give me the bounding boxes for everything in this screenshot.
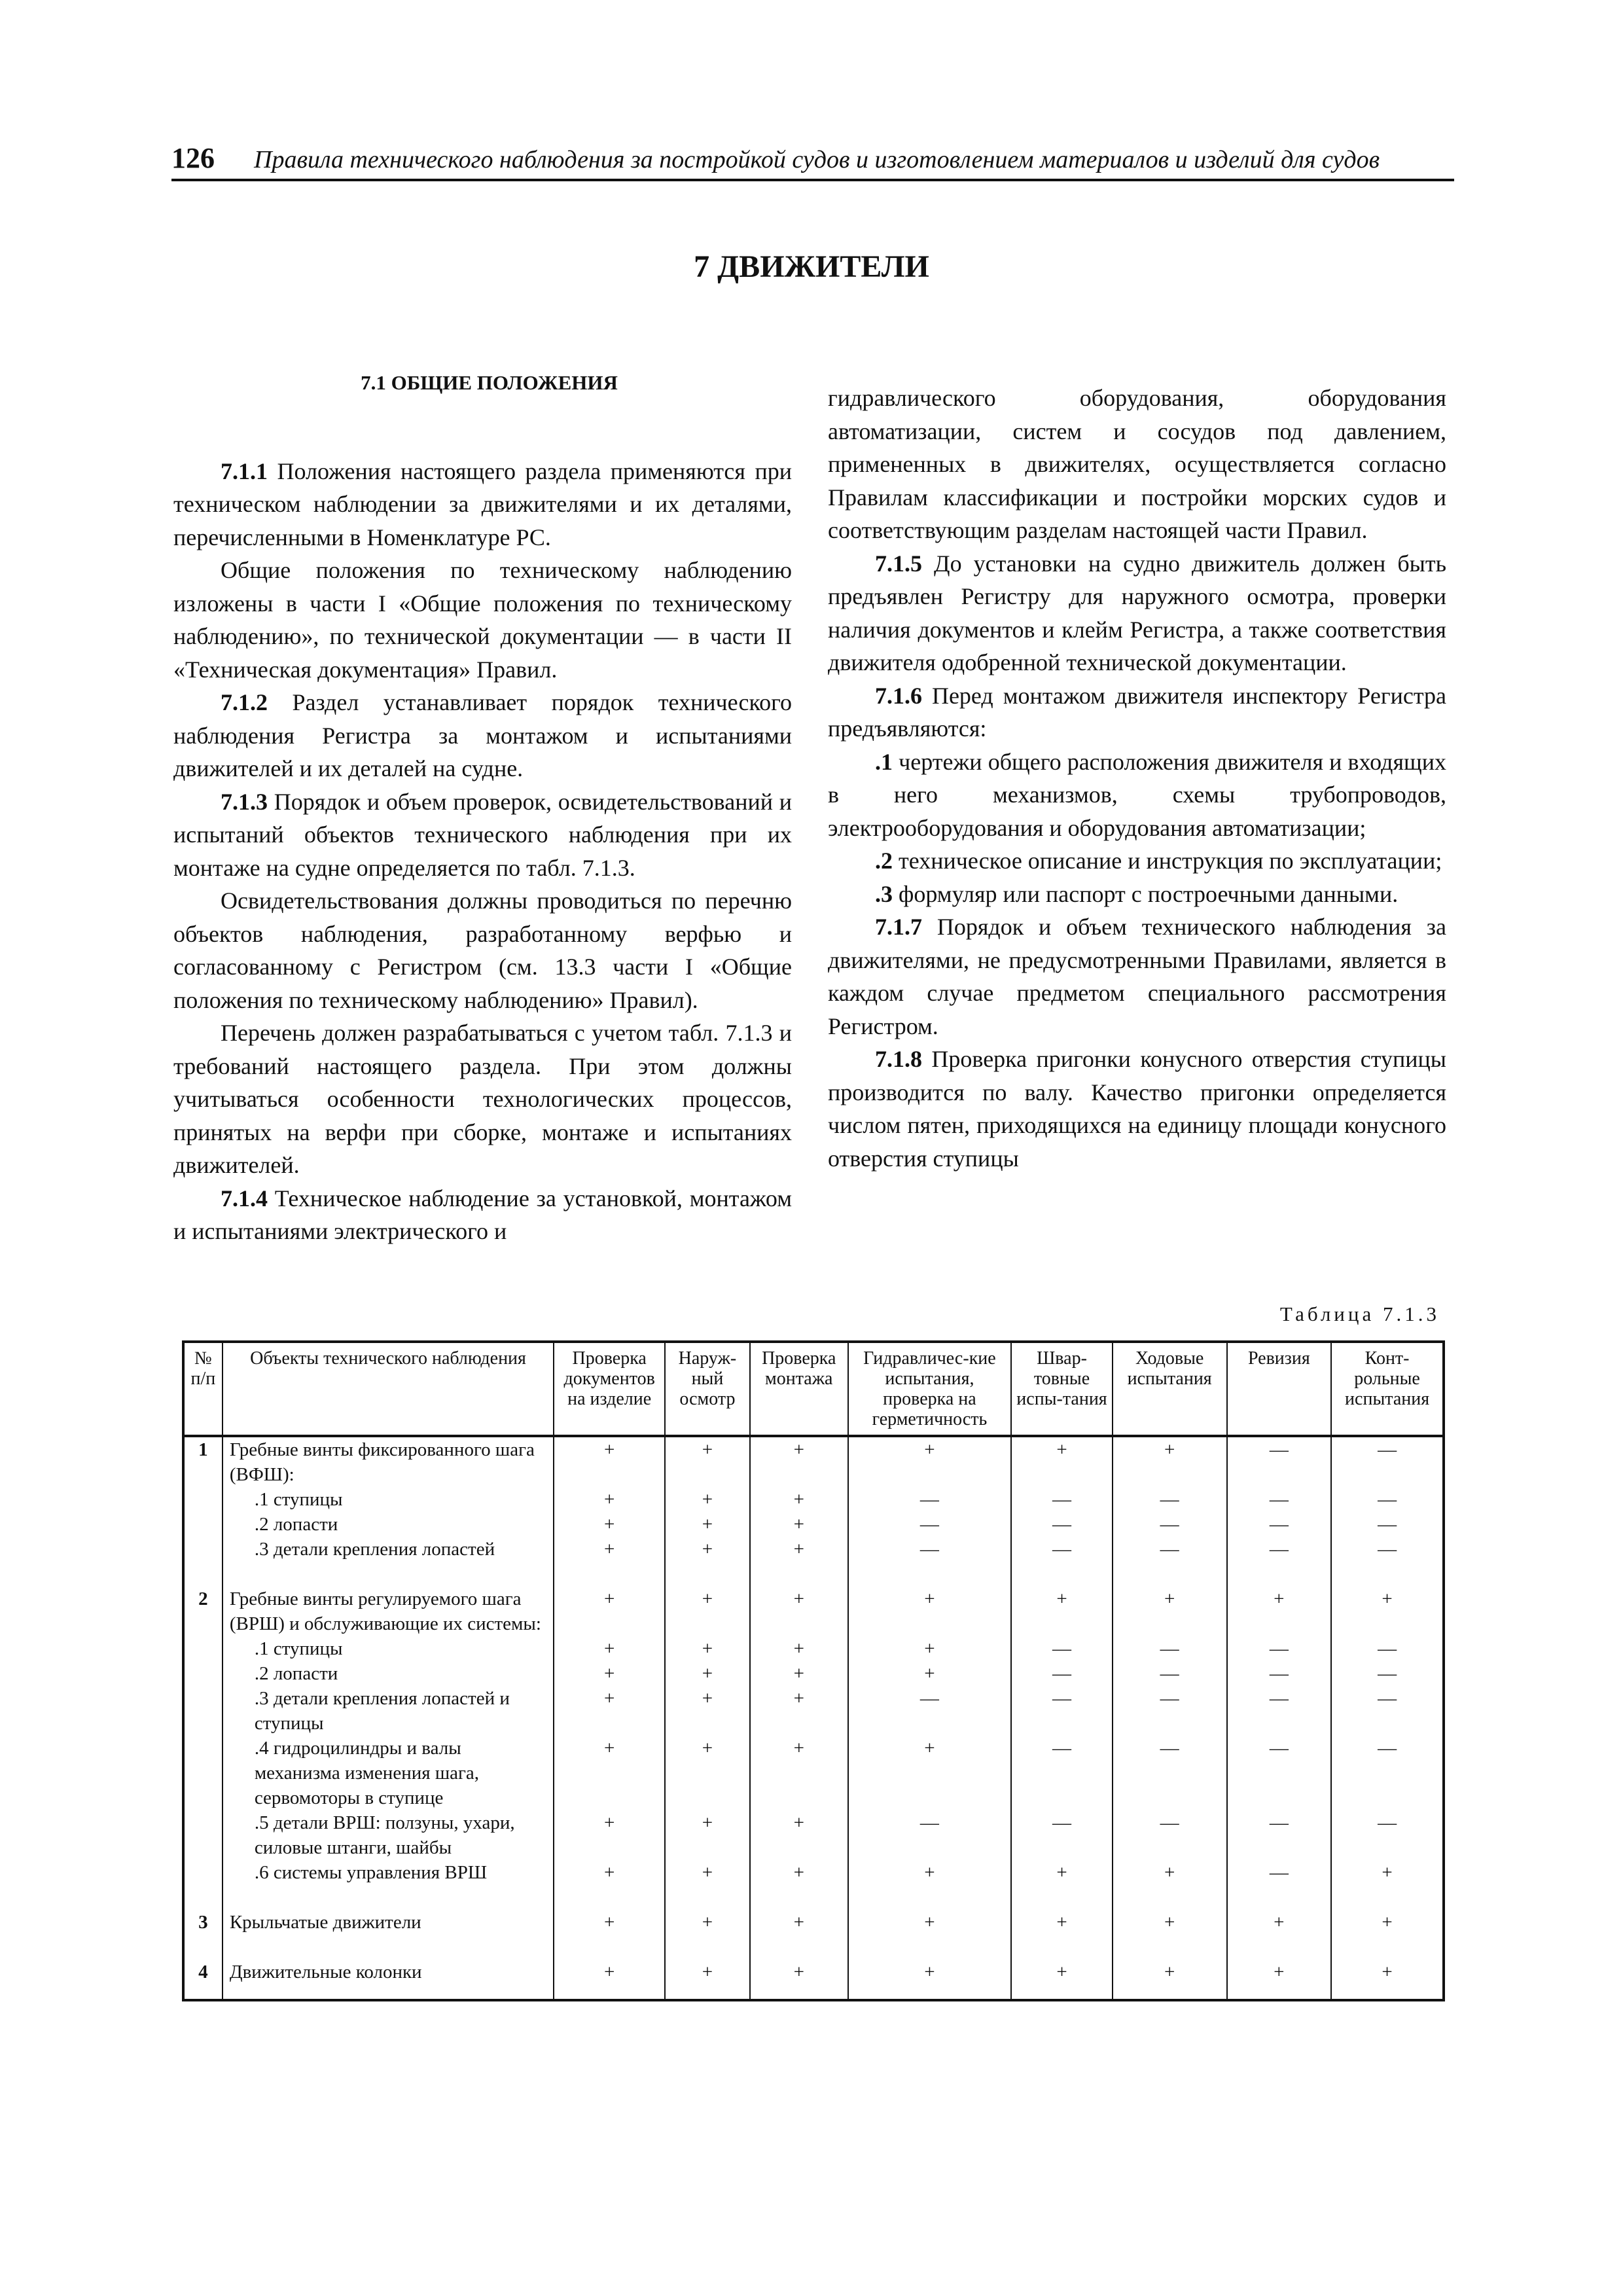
row-number	[183, 1810, 223, 1860]
check-cell: —	[1011, 1736, 1113, 1810]
running-header	[171, 141, 1454, 181]
check-cell: +	[665, 1436, 750, 1487]
check-cell: —	[1011, 1661, 1113, 1686]
check-cell: +	[1113, 1436, 1227, 1487]
spacer-cell	[1331, 1885, 1444, 1910]
check-cell: —	[1227, 1537, 1332, 1562]
check-cell: +	[750, 1810, 848, 1860]
paragraph-number: 7.1.3	[221, 788, 268, 815]
spacer-cell	[1011, 1562, 1113, 1587]
spacer-cell	[1011, 1935, 1113, 1960]
check-cell: —	[1011, 1487, 1113, 1512]
object-name: .6 системы управления ВРШ	[223, 1860, 554, 1885]
check-cell: +	[554, 1860, 665, 1885]
check-cell: —	[1113, 1661, 1227, 1686]
paragraph-number: 7.1.6	[875, 682, 922, 709]
paragraph-text: Освидетельствования должны проводиться по перечню объектов наблюдения, разработанному верфью и согласованному с Регистром (см. 13.3 части I «Общие положения по техническому наблюдению» Правил).	[173, 888, 792, 1013]
column-header: Ревизия	[1227, 1342, 1332, 1436]
list-item-1	[828, 745, 1446, 845]
table-row	[183, 1537, 1444, 1562]
row-number	[183, 1636, 223, 1661]
paragraph-text: Перед монтажом движителя инспектору Регистра предъявляются:	[828, 682, 1446, 742]
table-row	[183, 1487, 1444, 1512]
paragraph-text: Проверка пригонки конусного отверстия ступицы производится по валу. Качество пригонки определяется числом пятен, приходящихся на единицу площади конусного отверстия ступицы	[828, 1046, 1446, 1172]
header-row	[183, 1342, 1444, 1436]
paragraph-7-1-2	[173, 686, 792, 785]
check-cell: +	[1331, 1910, 1444, 1935]
row-number	[183, 1686, 223, 1736]
row-number	[183, 1487, 223, 1512]
check-cell: +	[1227, 1587, 1332, 1636]
table-body	[183, 1436, 1444, 2000]
check-cell: +	[554, 1736, 665, 1810]
column-header: Конт-рольные испытания	[1331, 1342, 1444, 1436]
check-cell: —	[1331, 1736, 1444, 1810]
check-cell: +	[848, 1910, 1012, 1935]
paragraph-continued	[828, 382, 1446, 547]
spacer-cell	[848, 1885, 1012, 1910]
object-name: .2 лопасти	[223, 1512, 554, 1537]
check-cell: +	[750, 1587, 848, 1636]
paragraph-7-1-7	[828, 910, 1446, 1043]
check-cell: +	[1113, 1860, 1227, 1885]
check-cell: +	[1011, 1910, 1113, 1935]
check-cell: —	[1331, 1636, 1444, 1661]
check-cell: +	[1011, 1587, 1113, 1636]
check-cell: +	[554, 1436, 665, 1487]
check-cell: +	[665, 1587, 750, 1636]
check-cell: —	[1113, 1636, 1227, 1661]
spacer-cell	[554, 1935, 665, 1960]
check-cell: —	[1227, 1810, 1332, 1860]
check-cell: +	[1331, 1860, 1444, 1885]
check-cell: —	[1227, 1661, 1332, 1686]
check-cell: +	[750, 1636, 848, 1661]
object-name: Гребные винты регулируемого шага (ВРШ) и обслуживающие их системы:	[223, 1587, 554, 1636]
check-cell: +	[750, 1661, 848, 1686]
object-name: .3 детали крепления лопастей и ступицы	[223, 1686, 554, 1736]
spacer-cell	[665, 1885, 750, 1910]
check-cell: —	[1331, 1686, 1444, 1736]
check-cell: —	[1113, 1736, 1227, 1810]
spacer-row	[183, 1562, 1444, 1587]
check-cell: +	[665, 1910, 750, 1935]
paragraph	[173, 1016, 792, 1182]
check-cell: —	[1011, 1686, 1113, 1736]
paragraph-text: Техническое наблюдение за установкой, монтажом и испытаниями электрического и	[173, 1185, 792, 1244]
check-cell: +	[665, 1810, 750, 1860]
paragraph-number: 7.1.1	[221, 457, 268, 484]
check-cell: +	[848, 1960, 1012, 2000]
check-cell: +	[554, 1512, 665, 1537]
row-number	[183, 1512, 223, 1537]
paragraph-text: Положения настоящего раздела применяются при техническом наблюдении за движителями и их деталями, перечисленными в Номенклатуре РС.	[173, 457, 792, 550]
paragraph-text: гидравлического оборудования, оборудования автоматизации, систем и сосудов под давлением, примененных в движителях, осуществляется согласно Правилам классификации и постройки морских судов и соответствующим разделам настоящей части Правил.	[828, 385, 1446, 543]
check-cell: +	[848, 1436, 1012, 1487]
table-row	[183, 1860, 1444, 1885]
list-number: .2	[875, 848, 893, 874]
right-column	[828, 382, 1446, 1175]
column-header: Проверка монтажа	[750, 1342, 848, 1436]
row-number: 1	[183, 1436, 223, 1487]
column-header: Наруж-ный осмотр	[665, 1342, 750, 1436]
table-row	[183, 1636, 1444, 1661]
check-cell: —	[848, 1810, 1012, 1860]
check-cell: +	[554, 1910, 665, 1935]
row-number	[183, 1537, 223, 1562]
paragraph-7-1-1	[173, 455, 792, 554]
object-name: .4 гидроцилиндры и валы механизма изменения шага, сервомоторы в ступице	[223, 1736, 554, 1810]
check-cell: —	[848, 1487, 1012, 1512]
check-cell: —	[1227, 1436, 1332, 1487]
check-cell: —	[848, 1537, 1012, 1562]
check-cell: +	[665, 1860, 750, 1885]
check-cell: +	[750, 1910, 848, 1935]
check-cell: +	[750, 1512, 848, 1537]
check-cell: —	[1011, 1537, 1113, 1562]
paragraph-7-1-4	[173, 1182, 792, 1248]
check-cell: +	[554, 1636, 665, 1661]
paragraph-number: 7.1.2	[221, 689, 268, 715]
list-number: .1	[875, 748, 893, 775]
check-cell: +	[750, 1487, 848, 1512]
check-cell: —	[1011, 1512, 1113, 1537]
check-cell: +	[848, 1736, 1012, 1810]
row-number	[183, 1661, 223, 1686]
list-number: .3	[875, 880, 893, 907]
check-cell: +	[554, 1537, 665, 1562]
check-cell: +	[750, 1436, 848, 1487]
check-cell: —	[848, 1512, 1012, 1537]
row-number: 2	[183, 1587, 223, 1636]
check-cell: +	[665, 1960, 750, 2000]
spacer-cell	[183, 1885, 223, 1910]
spacer-cell	[750, 1935, 848, 1960]
table-row	[183, 1810, 1444, 1860]
table-row	[183, 1910, 1444, 1935]
check-cell: —	[1331, 1810, 1444, 1860]
row-number	[183, 1736, 223, 1810]
check-cell: —	[1227, 1636, 1332, 1661]
spacer-cell	[1113, 1885, 1227, 1910]
check-cell: +	[665, 1686, 750, 1736]
check-cell: —	[1227, 1487, 1332, 1512]
column-header: № п/п	[183, 1342, 223, 1436]
object-name: .1 ступицы	[223, 1636, 554, 1661]
table-caption: Таблица 7.1.3	[1279, 1302, 1440, 1325]
check-cell: —	[1331, 1512, 1444, 1537]
check-cell: +	[1331, 1960, 1444, 2000]
check-cell: +	[554, 1587, 665, 1636]
check-cell: +	[1227, 1960, 1332, 2000]
paragraph-number: 7.1.8	[875, 1046, 922, 1072]
check-cell: +	[665, 1736, 750, 1810]
check-cell: +	[665, 1512, 750, 1537]
check-cell: +	[750, 1860, 848, 1885]
check-cell: —	[1113, 1487, 1227, 1512]
table-header	[183, 1342, 1444, 1436]
paragraph-text: Перечень должен разрабатываться с учетом табл. 7.1.3 и требований настоящего раздела. При этом должны учитываться особенности технологических процессов, принятых на верфи при сборке, монтаже и испытаниях движителей.	[173, 1020, 792, 1178]
chapter-title: 7 ДВИЖИТЕЛИ	[694, 249, 929, 284]
table-row	[183, 1661, 1444, 1686]
list-text: техническое описание и инструкция по эксплуатации;	[893, 848, 1442, 874]
spacer-cell	[1227, 1935, 1332, 1960]
check-cell: +	[554, 1487, 665, 1512]
object-name: Крыльчатые движители	[223, 1910, 554, 1935]
check-cell: —	[848, 1686, 1012, 1736]
paragraph-text: Раздел устанавливает порядок технического наблюдения Регистра за монтажом и испытаниями движителей и их деталей на судне.	[173, 689, 792, 781]
object-name: .3 детали крепления лопастей	[223, 1537, 554, 1562]
column-header: Проверка документов на изделие	[554, 1342, 665, 1436]
object-name: .1 ступицы	[223, 1487, 554, 1512]
check-cell: +	[665, 1487, 750, 1512]
check-cell: —	[1011, 1636, 1113, 1661]
paragraph-7-1-3	[173, 785, 792, 885]
row-number: 3	[183, 1910, 223, 1935]
check-cell: +	[1011, 1960, 1113, 2000]
column-header: Гидравличес-кие испытания, проверка на герметичность	[848, 1342, 1012, 1436]
check-cell: +	[1113, 1910, 1227, 1935]
check-cell: —	[1227, 1512, 1332, 1537]
spacer-cell	[1331, 1935, 1444, 1960]
object-name: .2 лопасти	[223, 1661, 554, 1686]
spacer-cell	[750, 1562, 848, 1587]
check-cell: +	[750, 1736, 848, 1810]
check-cell: +	[1227, 1910, 1332, 1935]
paragraph-7-1-6	[828, 679, 1446, 745]
row-number	[183, 1860, 223, 1885]
check-cell: +	[750, 1686, 848, 1736]
paragraph-number: 7.1.7	[875, 914, 922, 940]
spacer-cell	[554, 1885, 665, 1910]
check-cell: +	[848, 1587, 1012, 1636]
table-row	[183, 1686, 1444, 1736]
list-text: чертежи общего расположения движителя и входящих в него механизмов, схемы трубопроводов, электрооборудования и оборудования автоматизации;	[828, 748, 1446, 841]
check-cell: +	[848, 1661, 1012, 1686]
check-cell: +	[554, 1661, 665, 1686]
table-row	[183, 1512, 1444, 1537]
check-cell: —	[1227, 1736, 1332, 1810]
spacer-cell	[223, 1562, 554, 1587]
paragraph-text: Порядок и объем технического наблюдения за движителями, не предусмотренными Правилами, является в каждом случае предметом специального рассмотрения Регистром.	[828, 914, 1446, 1039]
check-cell: +	[554, 1810, 665, 1860]
object-name: .5 детали ВРШ: ползуны, ухари, силовые штанги, шайбы	[223, 1810, 554, 1860]
paragraph-text: Порядок и объем проверок, освидетельствований и испытаний объектов технического наблюдения при их монтаже на судне определяется по табл. 7.1.3.	[173, 788, 792, 881]
paragraph	[173, 884, 792, 1016]
check-cell: +	[665, 1537, 750, 1562]
section-title: 7.1 ОБЩИЕ ПОЛОЖЕНИЯ	[361, 371, 618, 394]
spacer-cell	[1113, 1562, 1227, 1587]
paragraph-text: До установки на судно движитель должен быть предъявлен Регистру для наружного осмотра, проверки наличия документов и клейм Регистра, а также соответствия движителя одобренной технической документации.	[828, 550, 1446, 675]
spacer-cell	[1227, 1562, 1332, 1587]
check-cell: —	[1227, 1860, 1332, 1885]
object-name: Гребные винты фиксированного шага (ВФШ):	[223, 1436, 554, 1487]
paragraph-number: 7.1.4	[221, 1185, 268, 1211]
page-number: 126	[171, 142, 215, 174]
spacer-row	[183, 1885, 1444, 1910]
spacer-cell	[1227, 1885, 1332, 1910]
paragraph-number: 7.1.5	[875, 550, 922, 577]
row-number: 4	[183, 1960, 223, 2000]
table-row	[183, 1587, 1444, 1636]
check-cell: +	[1113, 1587, 1227, 1636]
inspection-table	[182, 1340, 1445, 2001]
check-cell: +	[750, 1537, 848, 1562]
list-text: формуляр или паспорт с построечными данными.	[893, 880, 1399, 907]
spacer-cell	[1011, 1885, 1113, 1910]
list-item-3	[828, 878, 1446, 911]
check-cell: —	[1331, 1661, 1444, 1686]
list-item-2	[828, 844, 1446, 878]
check-cell: +	[554, 1960, 665, 2000]
spacer-cell	[223, 1885, 554, 1910]
column-header: Швар-товные испы-тания	[1011, 1342, 1113, 1436]
check-cell: +	[1113, 1960, 1227, 2000]
running-title: Правила технического наблюдения за постройкой судов и изготовлением материалов и изделий для судов	[254, 146, 1380, 173]
spacer-cell	[750, 1885, 848, 1910]
paragraph-7-1-8	[828, 1043, 1446, 1175]
spacer-cell	[223, 1935, 554, 1960]
spacer-cell	[1113, 1935, 1227, 1960]
check-cell: —	[1113, 1686, 1227, 1736]
table-row	[183, 1436, 1444, 1487]
left-column	[173, 367, 792, 1248]
check-cell: +	[1011, 1436, 1113, 1487]
check-cell: —	[1113, 1537, 1227, 1562]
table-row	[183, 1736, 1444, 1810]
check-cell: +	[848, 1636, 1012, 1661]
paragraph	[173, 554, 792, 686]
spacer-cell	[665, 1562, 750, 1587]
check-cell: —	[1331, 1436, 1444, 1487]
column-header: Ходовые испытания	[1113, 1342, 1227, 1436]
check-cell: —	[1331, 1487, 1444, 1512]
check-cell: +	[665, 1661, 750, 1686]
column-header: Объекты технического наблюдения	[223, 1342, 554, 1436]
check-cell: +	[665, 1636, 750, 1661]
check-cell: +	[1011, 1860, 1113, 1885]
paragraph-7-1-5	[828, 547, 1446, 679]
check-cell: —	[1113, 1810, 1227, 1860]
check-cell: +	[554, 1686, 665, 1736]
table-row	[183, 1960, 1444, 2000]
spacer-cell	[665, 1935, 750, 1960]
check-cell: +	[848, 1860, 1012, 1885]
spacer-cell	[848, 1562, 1012, 1587]
check-cell: —	[1331, 1537, 1444, 1562]
spacer-cell	[554, 1562, 665, 1587]
spacer-row	[183, 1935, 1444, 1960]
paragraph-text: Общие положения по техническому наблюдению изложены в части I «Общие положения по техническому наблюдению», по технической документации — в части II «Техническая документация» Правил.	[173, 557, 792, 683]
check-cell: +	[750, 1960, 848, 2000]
check-cell: +	[1331, 1587, 1444, 1636]
spacer-cell	[183, 1935, 223, 1960]
spacer-cell	[1331, 1562, 1444, 1587]
object-name: Движительные колонки	[223, 1960, 554, 2000]
spacer-cell	[848, 1935, 1012, 1960]
check-cell: —	[1227, 1686, 1332, 1736]
check-cell: —	[1113, 1512, 1227, 1537]
spacer-cell	[183, 1562, 223, 1587]
check-cell: —	[1011, 1810, 1113, 1860]
